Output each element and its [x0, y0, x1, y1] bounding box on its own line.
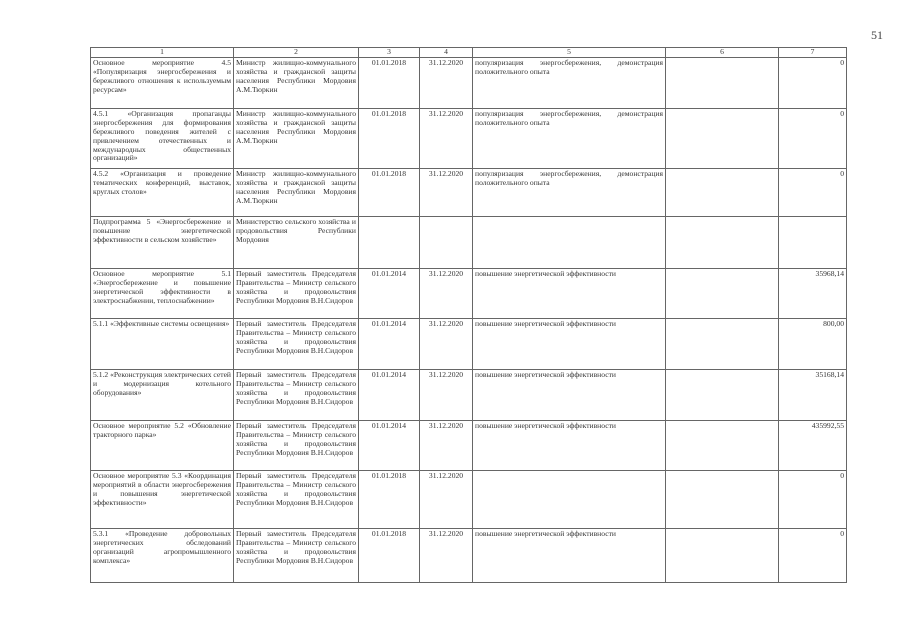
start-date-cell: 01.01.2014 [359, 369, 420, 420]
page-number: 51 [871, 28, 883, 42]
value-cell [779, 216, 847, 268]
empty-cell [666, 268, 779, 318]
executor-cell: Министр жилищно-коммунального хозяйства и гражданской защиты населения Республики Мордовия А.М.Тюркин [234, 108, 359, 168]
executor-cell: Первый заместитель Председателя Правительства – Министр сельского хозяйства и продовольствия Республики Мордовия В.Н.Сидоров [234, 268, 359, 318]
empty-cell [666, 57, 779, 108]
start-date-cell: 01.01.2014 [359, 318, 420, 369]
value-cell: 35168,14 [779, 369, 847, 420]
table-row [91, 168, 847, 216]
empty-cell [666, 420, 779, 470]
table-row [91, 108, 847, 168]
value-cell: 0 [779, 57, 847, 108]
end-date-cell: 31.12.2020 [420, 318, 473, 369]
measure-name-cell: Основное мероприятие 4.5 «Популяризация энергосбережения и бережливого отношения к используемым ресурсам» [91, 57, 234, 108]
header-cell: 2 [234, 48, 359, 58]
executor-cell: Первый заместитель Председателя Правительства – Министр сельского хозяйства и продовольствия Республики Мордовия В.Н.Сидоров [234, 528, 359, 582]
start-date-cell: 01.01.2018 [359, 168, 420, 216]
empty-cell [666, 369, 779, 420]
table-row [91, 57, 847, 108]
measure-name-cell: 5.1.2 «Реконструкция электрических сетей и модернизация котельного оборудования» [91, 369, 234, 420]
value-cell: 435992,55 [779, 420, 847, 470]
empty-cell [666, 168, 779, 216]
value-cell: 0 [779, 168, 847, 216]
end-date-cell: 31.12.2020 [420, 108, 473, 168]
value-cell: 0 [779, 470, 847, 528]
start-date-cell: 01.01.2018 [359, 528, 420, 582]
value-cell: 0 [779, 108, 847, 168]
program-table [90, 47, 847, 583]
result-cell: популяризация энергосбережения, демонстрация положительного опыта [473, 57, 666, 108]
value-cell: 35968,14 [779, 268, 847, 318]
end-date-cell: 31.12.2020 [420, 528, 473, 582]
end-date-cell: 31.12.2020 [420, 420, 473, 470]
empty-cell [666, 216, 779, 268]
start-date-cell: 01.01.2014 [359, 420, 420, 470]
table-row [91, 369, 847, 420]
measure-name-cell: 4.5.1 «Организация пропаганды энергосбережения для формирования бережливого поведения жителей с привлечением отечественных и международных общественных организаций» [91, 108, 234, 168]
result-cell: популяризация энергосбережения, демонстрация положительного опыта [473, 108, 666, 168]
end-date-cell: 31.12.2020 [420, 268, 473, 318]
executor-cell: Первый заместитель Председателя Правительства – Министр сельского хозяйства и продовольствия Республики Мордовия В.Н.Сидоров [234, 318, 359, 369]
executor-cell: Первый заместитель Председателя Правительства – Министр сельского хозяйства и продовольствия Республики Мордовия В.Н.Сидоров [234, 470, 359, 528]
measure-name-cell: Основное мероприятие 5.2 «Обновление тракторного парка» [91, 420, 234, 470]
end-date-cell [420, 216, 473, 268]
header-cell: 3 [359, 48, 420, 58]
measure-name-cell: 5.3.1 «Проведение добровольных энергетических обследований организаций агропромышленного комплекса» [91, 528, 234, 582]
empty-cell [666, 470, 779, 528]
start-date-cell: 01.01.2014 [359, 268, 420, 318]
measure-name-cell: Основное мероприятие 5.1 «Энергосбережение и повышение энергетической эффективности в электроснабжении, теплоснабжении» [91, 268, 234, 318]
result-cell: повышение энергетической эффективности [473, 528, 666, 582]
table-row [91, 420, 847, 470]
end-date-cell: 31.12.2020 [420, 168, 473, 216]
value-cell: 800,00 [779, 318, 847, 369]
result-cell: повышение энергетической эффективности [473, 318, 666, 369]
start-date-cell [359, 216, 420, 268]
header-cell: 6 [666, 48, 779, 58]
start-date-cell: 01.01.2018 [359, 57, 420, 108]
end-date-cell: 31.12.2020 [420, 369, 473, 420]
executor-cell: Первый заместитель Председателя Правительства – Министр сельского хозяйства и продовольствия Республики Мордовия В.Н.Сидоров [234, 369, 359, 420]
empty-cell [666, 528, 779, 582]
result-cell [473, 216, 666, 268]
table-header-row [91, 48, 847, 58]
header-cell: 1 [91, 48, 234, 58]
table-row [91, 528, 847, 582]
result-cell: повышение энергетической эффективности [473, 268, 666, 318]
executor-cell: Министерство сельского хозяйства и продовольствия Республики Мордовия [234, 216, 359, 268]
start-date-cell: 01.01.2018 [359, 108, 420, 168]
empty-cell [666, 318, 779, 369]
executor-cell: Первый заместитель Председателя Правительства – Министр сельского хозяйства и продовольствия Республики Мордовия В.Н.Сидоров [234, 420, 359, 470]
measure-name-cell: 5.1.1 «Эффективные системы освещения» [91, 318, 234, 369]
result-cell: популяризация энергосбережения, демонстрация положительного опыта [473, 168, 666, 216]
executor-cell: Министр жилищно-коммунального хозяйства и гражданской защиты населения Республики Мордовия А.М.Тюркин [234, 57, 359, 108]
measure-name-cell: 4.5.2 «Организация и проведение тематических конференций, выставок, круглых столов» [91, 168, 234, 216]
table-row [91, 216, 847, 268]
result-cell: повышение энергетической эффективности [473, 369, 666, 420]
header-cell: 5 [473, 48, 666, 58]
measure-name-cell: Основное мероприятие 5.3 «Координация мероприятий в области энергосбережения и повышения энергетической эффективности» [91, 470, 234, 528]
header-cell: 7 [779, 48, 847, 58]
result-cell: повышение энергетической эффективности [473, 420, 666, 470]
value-cell: 0 [779, 528, 847, 582]
table-row [91, 318, 847, 369]
end-date-cell: 31.12.2020 [420, 470, 473, 528]
empty-cell [666, 108, 779, 168]
executor-cell: Министр жилищно-коммунального хозяйства и гражданской защиты населения Республики Мордовия А.М.Тюркин [234, 168, 359, 216]
start-date-cell: 01.01.2018 [359, 470, 420, 528]
subprogram-name-cell: Подпрограмма 5 «Энергосбережение и повышение энергетической эффективности в сельском хозяйстве» [91, 216, 234, 268]
header-cell: 4 [420, 48, 473, 58]
result-cell [473, 470, 666, 528]
end-date-cell: 31.12.2020 [420, 57, 473, 108]
table-row [91, 268, 847, 318]
table-row [91, 470, 847, 528]
